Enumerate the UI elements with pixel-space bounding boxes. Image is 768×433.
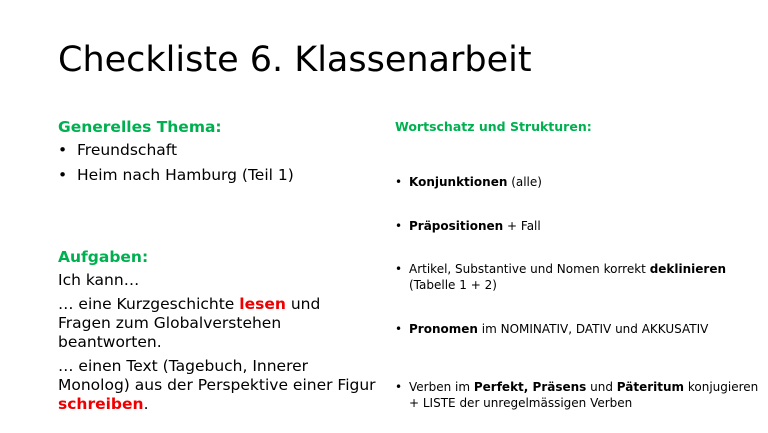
list-item: • Freundschaft: [58, 141, 378, 160]
vocab-heading: Wortschatz und Strukturen:: [395, 119, 592, 134]
vocab-structures-section: [395, 119, 760, 410]
list-item: [395, 379, 761, 411]
item-text: (alle): [507, 175, 542, 189]
general-topic-heading: Generelles Thema:: [58, 118, 222, 136]
item-text: (Tabelle 1 + 2): [409, 278, 497, 292]
list-item: [395, 174, 761, 190]
task-text: … eine Kurzgeschichte: [58, 295, 240, 313]
list-item: [395, 321, 761, 337]
item-text: konjugieren + LISTE der unregelmässigen Verben: [409, 380, 759, 410]
highlight-word: schreiben: [58, 395, 144, 413]
topic-list: [58, 141, 378, 185]
list-item: • Heim nach Hamburg (Teil 1): [58, 166, 378, 185]
task-text: und Fragen zum Globalverstehen beantworten.: [58, 295, 321, 351]
task-text: … einen Text (Tagebuch, Innerer Monolog) aus der Perspektive einer Figur: [58, 357, 376, 394]
bold-term: Konjunktionen: [409, 175, 508, 189]
bold-term: Päteritum: [616, 380, 685, 394]
item-text: Verben im: [409, 380, 474, 394]
list-item: [395, 261, 761, 293]
item-text: Artikel, Substantive und Nomen korrekt: [409, 262, 650, 276]
tasks-section: [58, 248, 378, 414]
list-item: [395, 218, 761, 234]
tasks-heading: Aufgaben:: [58, 248, 149, 266]
task-text: .: [143, 395, 149, 413]
tasks-intro: Ich kann…: [58, 271, 140, 289]
task-reading: [58, 295, 378, 352]
item-text: + Fall: [503, 219, 541, 233]
highlight-word: lesen: [239, 295, 286, 313]
item-text: und: [586, 380, 617, 394]
bold-term: Präpositionen: [409, 219, 504, 233]
bold-term: Pronomen: [409, 322, 478, 336]
task-writing: [58, 357, 378, 414]
bold-term: deklinieren: [649, 262, 727, 276]
bold-term: Perfekt, Präsens: [473, 380, 587, 394]
slide-title: Checkliste 6. Klassenarbeit: [58, 40, 532, 80]
item-text: im NOMINATIV, DATIV und AKKUSATIV: [477, 322, 709, 336]
general-topic-section: [58, 118, 378, 191]
